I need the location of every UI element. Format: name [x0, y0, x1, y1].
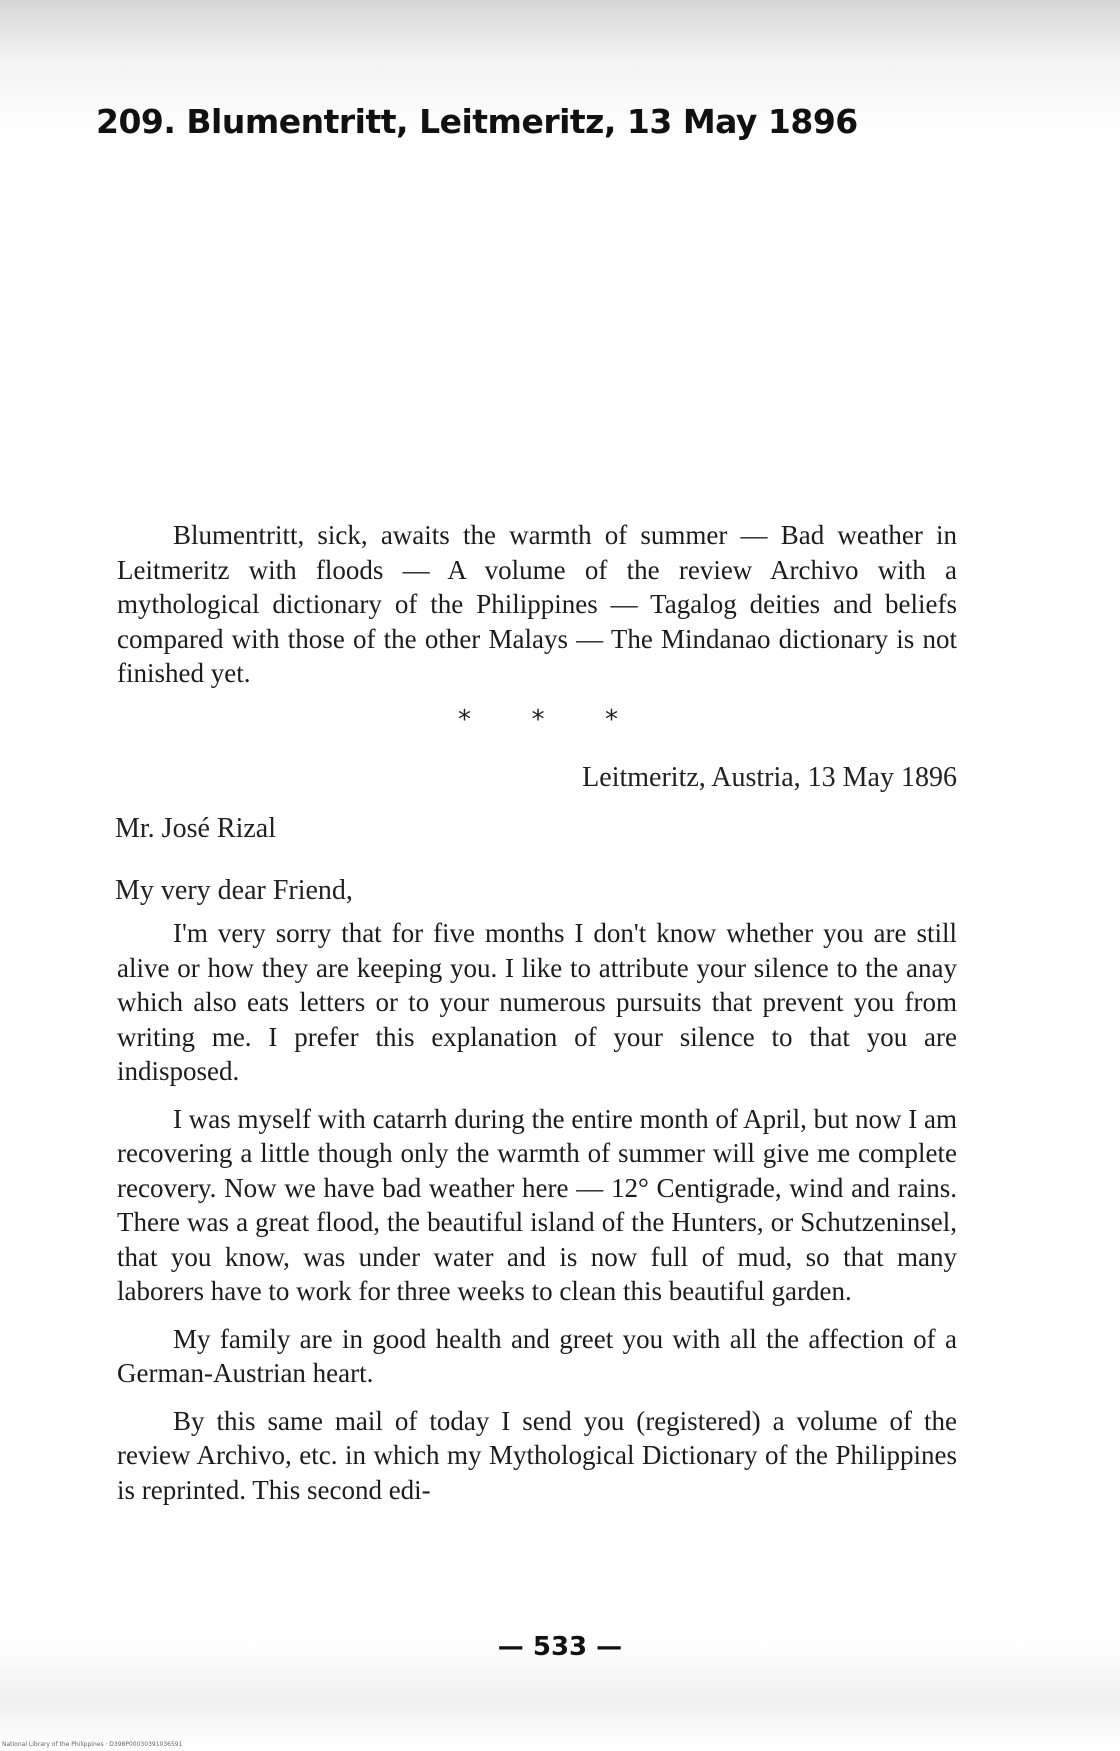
letter-heading: 209. Blumentritt, Leitmeritz, 13 May 1896 — [96, 102, 858, 141]
letter-summary — [117, 518, 957, 691]
place-date: Leitmeritz, Austria, 13 May 1896 — [582, 762, 957, 793]
separator-star: * — [458, 705, 471, 735]
scan-footer-note: National Library of the Philippines · D398P00030391036591 — [2, 1741, 183, 1748]
salutation: My very dear Friend, — [115, 875, 353, 906]
page-number: — 533 — — [497, 1632, 623, 1662]
letter-body — [117, 916, 957, 1520]
section-separator — [458, 705, 618, 735]
separator-star: * — [531, 705, 545, 735]
separator-star: * — [605, 705, 618, 735]
letter-paragraph: I was myself with catarrh during the entire month of April, but now I am recovering a little though only the warmth of summer will give me complete recovery. Now we have bad weather here — 12° Centigrade, wind and rains. There was a great flood, the beautiful island of the Hunters, or Schutzeninsel, that you know, was under water and is now full of mud, so that many laborers have to work for three weeks to clean this beautiful garden. — [117, 1103, 957, 1306]
letter-paragraph: My family are in good health and greet you with all the affection of a German-Austrian heart. — [117, 1323, 957, 1388]
letter-paragraph: By this same mail of today I send you (registered) a volume of the review Archivo, etc. in which my Mythological Dictionary of the Philippines is reprinted. This second edi- — [117, 1405, 957, 1505]
summary-text: Blumentritt, sick, awaits the warmth of summer — Bad weather in Leitmeritz with floods — A volume of the review Archivo with a mythological dictionary of the Philippines — Tagalog deities and beliefs compared with those of the other Malays — The Mindanao dictionary is not finished yet. — [117, 520, 957, 688]
recipient: Mr. José Rizal — [115, 813, 276, 844]
letter-paragraph: I'm very sorry that for five months I don't know whether you are still alive or how they are keeping you. I like to attribute your silence to the anay which also eats letters or to your numerous pursuits that prevent you from writing me. I prefer this explanation of your silence to that you are indisposed. — [117, 918, 957, 1086]
